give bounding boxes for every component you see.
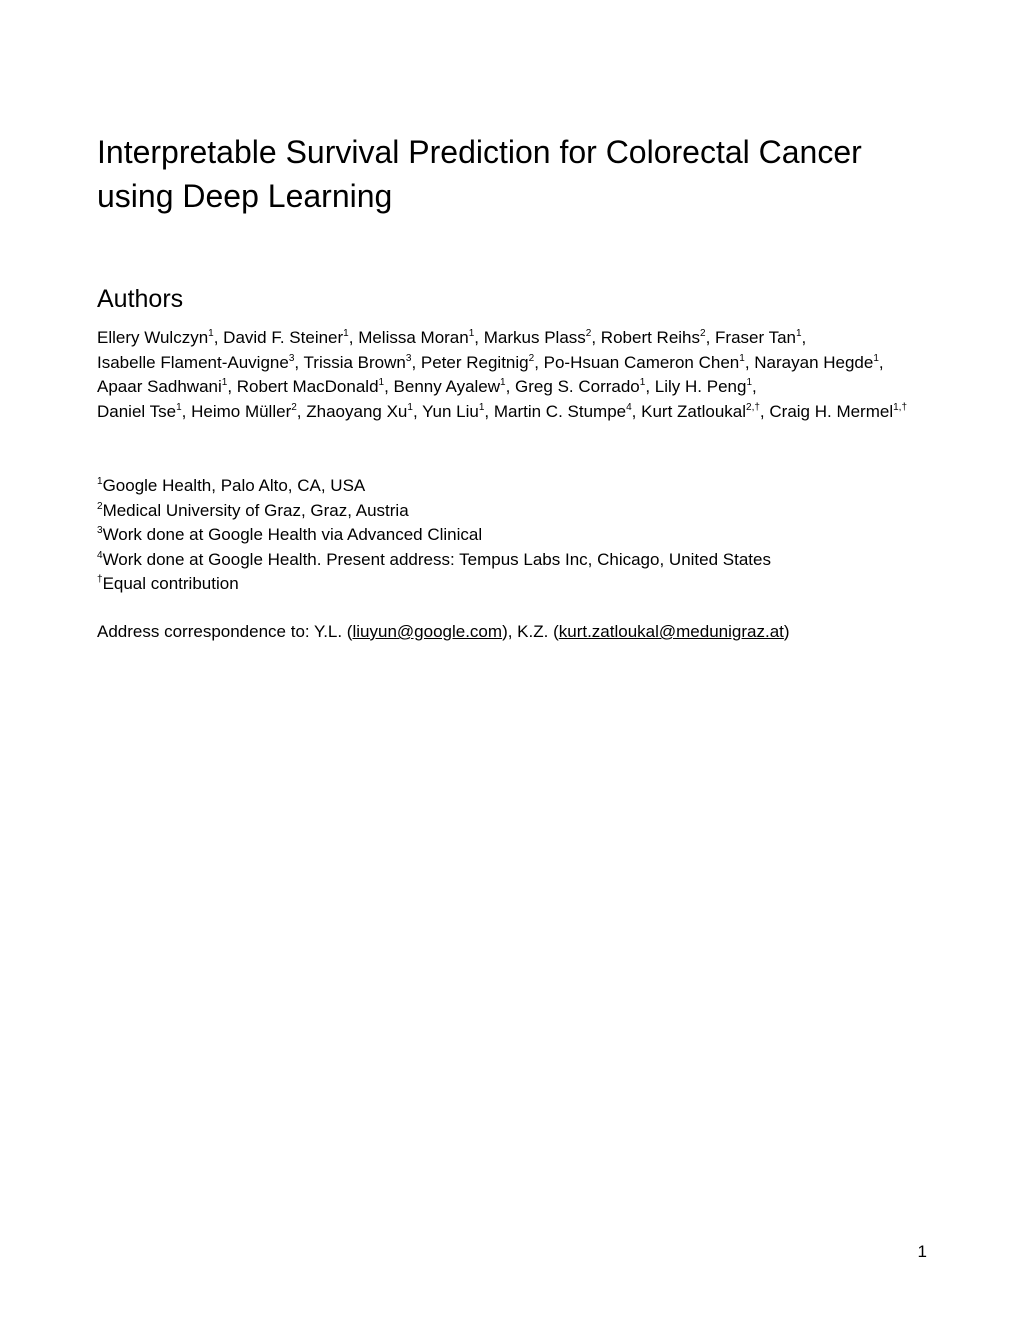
author-affiliation-mark: 1 (739, 352, 745, 364)
author-name: Markus Plass (483, 328, 586, 347)
author-name: Martin C. Stumpe (493, 401, 627, 421)
authors-heading: Authors (97, 285, 184, 313)
author-name: Narayan Hegde (754, 352, 874, 372)
affiliation-mark: † (97, 574, 103, 585)
author-affiliation-mark: 1 (208, 328, 214, 339)
author-name: Yun Liu (422, 401, 479, 421)
paper-page (97, 0, 927, 1325)
title-line-2: using Deep Learning (97, 178, 393, 214)
author-name: Po-Hsuan Cameron Chen (543, 352, 740, 372)
author-name: Melissa Moran (358, 328, 469, 347)
author-name: Craig H. Mermel (769, 401, 894, 421)
correspondence-middle: ), K.Z. ( (502, 622, 559, 641)
affiliation-text: Medical University of Graz, Graz, Austria (102, 500, 409, 520)
author-entry (769, 402, 907, 421)
author-name: Robert MacDonald (236, 377, 379, 396)
author-affiliation-mark: 1 (639, 377, 646, 388)
author-name: Kurt Zatloukal (641, 401, 747, 421)
author-separator: , (534, 352, 544, 372)
affiliation-mark: 2 (97, 500, 103, 512)
author-entry (97, 377, 227, 396)
affiliation-text: Work done at Google Health. Present address: Tempus Labs Inc, Chicago, United States (102, 549, 771, 569)
author-name: Robert Reihs (600, 328, 701, 347)
author-name: Daniel Tse (97, 401, 177, 421)
author-entry (655, 377, 752, 396)
author-affiliation-mark: 1 (478, 401, 485, 413)
affiliation-item (97, 499, 927, 524)
author-separator: , (801, 328, 807, 347)
author-entry (394, 377, 506, 396)
author-entry (544, 353, 745, 372)
author-separator: , (227, 377, 237, 396)
affiliation-mark: 1 (97, 476, 103, 487)
author-entry (601, 328, 706, 347)
affiliation-item (97, 523, 927, 548)
author-entry (494, 402, 632, 421)
author-separator: , (505, 377, 516, 396)
author-separator: , (411, 352, 421, 372)
author-entry (484, 328, 592, 347)
author-affiliation-mark: 1,† (893, 401, 908, 413)
author-separator: , (631, 401, 642, 421)
author-entry (515, 377, 645, 396)
author-name: Lily H. Peng (654, 377, 747, 396)
author-separator: , (645, 377, 655, 396)
affiliation-item (97, 474, 927, 499)
author-entry (97, 402, 182, 421)
email-link-liuyun[interactable]: liuyun@google.com (352, 622, 503, 641)
author-separator: , (181, 401, 192, 421)
author-separator: , (474, 328, 484, 347)
author-affiliation-mark: 1 (873, 352, 879, 364)
author-name: David F. Steiner (223, 328, 344, 347)
author-separator: , (752, 377, 757, 396)
author-affiliation-mark: 1 (746, 377, 753, 388)
author-entry (641, 402, 760, 421)
affiliation-text: Work done at Google Health via Advanced Clinical (102, 525, 483, 544)
author-affiliation-mark: 1 (795, 328, 802, 339)
author-affiliation-mark: 2 (585, 328, 592, 339)
author-affiliation-mark: 2 (700, 328, 706, 339)
title-line-1: Interpretable Survival Prediction for Colorectal Cancer (97, 134, 862, 170)
author-name: Benny Ayalew (393, 377, 501, 396)
author-separator: , (213, 328, 224, 347)
author-affiliation-mark: 1 (343, 328, 349, 339)
affiliation-mark: 3 (97, 525, 103, 536)
author-affiliation-mark: 3 (405, 352, 412, 364)
author-separator: , (878, 352, 884, 372)
affiliation-text: Equal contribution (102, 574, 239, 593)
author-separator: , (744, 352, 755, 372)
author-separator: , (705, 328, 716, 347)
author-affiliation-mark: 2 (528, 352, 535, 364)
affiliation-text: Google Health, Palo Alto, CA, USA (102, 476, 366, 495)
author-affiliation-mark: 1 (378, 377, 385, 388)
correspondence-line (97, 620, 927, 645)
author-separator: , (384, 377, 394, 396)
author-name: Ellery Wulczyn (97, 328, 209, 347)
author-name: Apaar Sadhwani (97, 377, 222, 396)
author-separator: , (759, 401, 770, 421)
author-separator: , (348, 328, 359, 347)
correspondence-suffix: ) (783, 622, 790, 641)
page-number: 1 (917, 1242, 927, 1261)
affiliation-list (97, 474, 927, 597)
author-affiliation-mark: 4 (626, 401, 632, 413)
author-entry (304, 353, 412, 372)
author-name: Trissia Brown (303, 352, 406, 372)
author-separator: , (412, 401, 423, 421)
author-separator: , (296, 401, 307, 421)
author-entry (191, 402, 297, 421)
author-name: Peter Regitnig (420, 352, 529, 372)
author-affiliation-mark: 2 (291, 401, 297, 413)
author-entry (754, 353, 879, 372)
author-affiliation-mark: 2,† (746, 401, 760, 413)
email-link-zatloukal[interactable]: kurt.zatloukal@medunigraz.at (558, 622, 784, 641)
author-entry (306, 402, 413, 421)
author-entry (715, 328, 802, 347)
author-entry (237, 377, 384, 396)
affiliation-item (97, 572, 927, 597)
author-entry (97, 353, 294, 372)
author-separator: , (484, 401, 494, 421)
author-entry (421, 353, 534, 372)
author-separator: , (294, 352, 304, 372)
author-entry (97, 328, 214, 347)
correspondence-prefix: Address correspondence to: Y.L. ( (97, 622, 353, 641)
author-entry (223, 328, 349, 347)
author-affiliation-mark: 1 (176, 401, 182, 413)
paper-title (97, 130, 927, 218)
affiliation-mark: 4 (97, 549, 103, 561)
author-affiliation-mark: 1 (221, 377, 228, 388)
author-name: Greg S. Corrado (515, 377, 640, 396)
author-entry (422, 402, 484, 421)
author-separator: , (591, 328, 601, 347)
author-list (97, 326, 927, 424)
author-name: Zhaoyang Xu (306, 401, 408, 421)
author-affiliation-mark: 1 (407, 401, 413, 413)
author-affiliation-mark: 1 (468, 328, 475, 339)
author-affiliation-mark: 3 (288, 352, 295, 364)
author-name: Heimo Müller (191, 401, 292, 421)
author-affiliation-mark: 1 (500, 377, 506, 388)
affiliation-item (97, 548, 927, 573)
author-name: Isabelle Flament-Auvigne (97, 352, 289, 372)
author-name: Fraser Tan (715, 328, 796, 347)
author-entry (358, 328, 474, 347)
